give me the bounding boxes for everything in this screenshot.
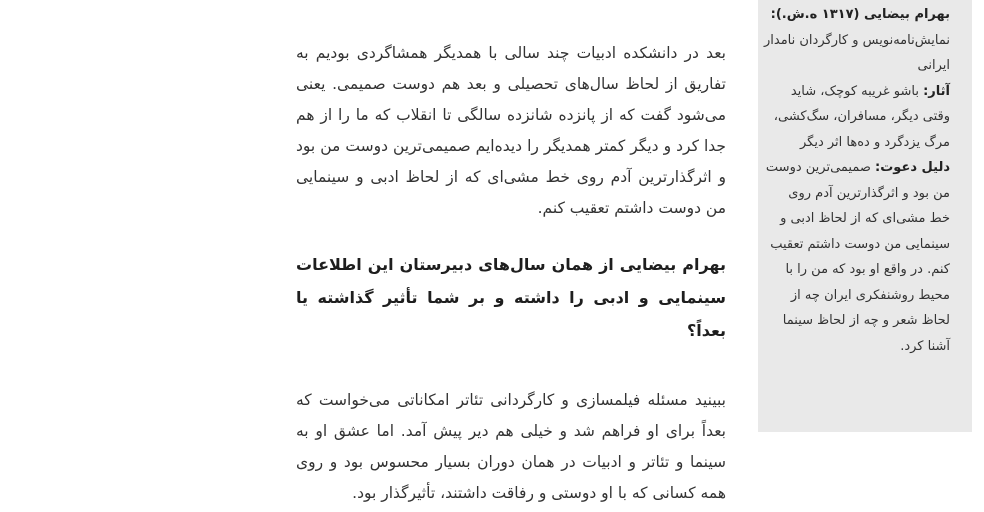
bio-works-value: باشو غریبه کوچک، شاید وقتی دیگر، مسافران، سگ‌کشی، مرگ یزدگرد و ده‌ها اثر دیگر	[773, 83, 950, 150]
bio-name-label: بهرام بیضایی (۱۳۱۷ ه.ش.):	[770, 7, 950, 22]
bio-name-entry	[764, 2, 950, 79]
interview-article	[296, 38, 726, 509]
bio-reason-label: دلیل دعوت:	[875, 160, 950, 175]
bio-works-label: آثار:	[923, 83, 950, 99]
answer-paragraph-2: ببینید مسئله فیلمسازی و کارگردانی تئاتر امکاناتی می‌خواست که بعداً برای او فراهم شد و خیلی هم دیر پیش آمد. اما عشق او به سینما و تئاتر و ادبیات در همان دوران بسیار محسوس بود و روی همه کسانی که با او دوستی و رفاقت داشتند، تأثیرگذار بود.	[296, 391, 726, 502]
bio-name-description: نمایش‌نامه‌نویس و کارگردان نامدار ایرانی	[764, 32, 950, 73]
interview-question: بهرام بیضایی از همان سال‌های دبیرستان این اطلاعات سینمایی و ادبی را داشته و بر شما تأثیر گذاشته یا بعداً؟	[296, 255, 726, 340]
bio-works-entry	[764, 79, 950, 156]
bio-reason-entry	[764, 155, 950, 359]
bio-sidebar	[758, 0, 972, 432]
answer-paragraph-1: بعد در دانشکده ادبیات چند سالی با همدیگر همشاگردی بودیم به تفاریق از لحاظ سال‌های تحصیلی و بعد هم دوست صمیمی. یعنی می‌شود گفت که از پانزده شانزده سالگی تا انقلاب که ما را از هم جدا کرد و دیگر کمتر همدیگر را دیده‌ایم صمیمی‌ترین دوست من بود و اثرگذارترین آدم روی خط مشی‌ای که از لحاظ ادبی و سینمایی من دوست داشتم تعقیب کنم.	[296, 44, 726, 217]
bio-reason-value: صمیمی‌ترین دوست من بود و اثرگذارترین آدم روی خط مشی‌ای که از لحاظ ادبی و سینمایی من دوست داشتم تعقیب کنم. در واقع او بود که من را با محیط روشنفکری ایران چه از لحاظ شعر و چه از لحاظ سینما آشنا کرد.	[765, 160, 950, 354]
